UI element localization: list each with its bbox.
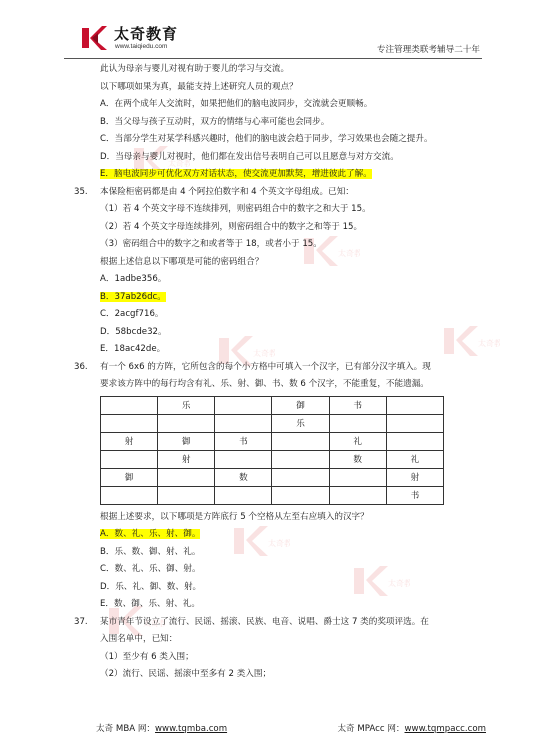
grid-row [101,468,444,486]
q34-option-d: D．当母亲与婴儿对视时，他们都在发出信号表明自己可以且愿意与对方交流。 [100,151,399,162]
grid-cell: 乐 [158,396,215,414]
q35-option-e: E．18ac42de。 [100,344,166,354]
intro-line: 此认为母亲与婴儿对视有助于婴儿的学习与交流。 [100,64,290,74]
grid-cell: 乐 [272,414,329,432]
brand-url: www.taiqiedu.com [115,43,168,50]
q36-prompt: 根据上述要求，以下哪项是方阵底行 5 个空格从左至右应填入的汉字？ [100,511,369,522]
q37-condition-1: （1）至少有 6 类入围； [100,651,194,662]
grid-cell [215,450,272,468]
q35-option-c: C．2acgf716。 [100,309,164,319]
grid-row [101,432,444,450]
grid-cell [158,414,215,432]
grid-row [101,486,444,504]
q37-stem-2: 入围名单中，已知： [100,634,178,644]
q36-option-a-highlighted: A．数、礼、乐、射、御。 [100,529,201,539]
q34-option-a: A．在两个成年人交流时，如果把他们的脑电波同步，交流就会更顺畅。 [100,99,373,109]
q35-stem [74,184,484,202]
grid-cell [101,414,158,432]
grid-cell: 御 [101,468,158,486]
footer-right [337,722,486,734]
grid-cell [101,396,158,414]
grid-cell: 数 [215,468,272,486]
q36-stem-1 [74,359,484,377]
page-header [64,18,482,60]
q36-option-c: C．数、礼、乐、御、射。 [100,564,201,574]
q35-option-d: D．58bcde32。 [100,326,167,337]
grid-cell [386,432,443,450]
svg-text:太奇教育: 太奇教 [253,349,275,358]
q36-stem-text-1: 有一个 6x6 的方阵，它所包含的每个小方格中可填入一个汉字，已有部分汉字填入。现 [100,361,431,372]
grid-cell [215,486,272,504]
footer-right-label: 太奇 MPAcc 网： [337,724,405,734]
grid-cell [158,468,215,486]
mba-site-link[interactable]: www.tqmba.com [155,724,228,734]
grid-cell: 礼 [329,432,386,450]
grid-cell: 书 [386,486,443,504]
mpacc-site-link[interactable]: www.tqmpacc.com [404,724,486,734]
q36-grid-table [100,396,444,505]
grid-cell: 射 [158,450,215,468]
q35-prompt: 根据上述信息以下哪项是可能的密码组合？ [100,256,264,267]
grid-row [101,414,444,432]
q35-number: 35. [74,186,88,197]
grid-cell [158,486,215,504]
q36-stem-2: 要求该方阵中的每行均含有礼、乐、射、御、书、数 6 个汉字，不能重复，不能遗漏。 [100,379,429,389]
grid-cell [272,468,329,486]
q36-option-e: E．数、御、乐、射、礼。 [100,599,200,609]
q37-number: 37. [74,616,88,627]
grid-cell: 射 [386,468,443,486]
grid-cell [329,414,386,432]
grid-cell [329,468,386,486]
taiqi-logo-icon [80,24,108,52]
header-tagline: 专注管理类联考辅导二十年 [376,45,480,55]
grid-cell [215,414,272,432]
header-rule [64,58,482,59]
q37-stem-text-1: 某市青年节设立了流行、民谣、摇滚、民族、电音、说唱、爵士这 7 类的奖项评选。在 [100,616,429,627]
svg-text:太奇教育: 太奇教 [143,619,165,628]
grid-cell: 射 [101,432,158,450]
q36-option-b: B．乐、数、御、射、礼。 [100,546,201,557]
q37-stem-1 [74,614,484,632]
grid-cell [101,450,158,468]
q35-stem-text: 本保险柜密码都是由 4 个阿拉伯数字和 4 个英文字母组成。已知： [100,186,354,197]
grid-cell [215,396,272,414]
grid-row [101,450,444,468]
grid-cell [329,486,386,504]
q35-option-a: A．1adbe356。 [100,274,167,284]
svg-text:太奇教育: 太奇教 [478,339,500,348]
q35-condition-3: （3）密码组合中的数字之和或者等于 18，或者小于 15。 [100,239,322,249]
q34-option-c: C．当部分学生对某学科感兴趣时，他们的脑电波会趋于同步，学习效果也会随之提升。 [100,134,433,144]
q35-condition-2: （2）若 4 个英文字母连续排列，则密码组合中的数字之和等于 15。 [100,221,363,232]
intro-question: 以下哪项如果为真，最能支持上述研究人员的观点？ [100,81,298,92]
grid-cell: 御 [158,432,215,450]
q36-number: 36. [74,361,88,372]
grid-cell [101,486,158,504]
q34-option-b: B．当父母与孩子互动时，双方的情绪与心率可能也会同步。 [100,116,330,127]
grid-row [101,396,444,414]
grid-cell [386,396,443,414]
q36-option-d: D．乐、礼、御、数、射。 [100,581,202,592]
grid-cell [272,450,329,468]
svg-text:太奇教育: 太奇教 [388,579,410,588]
grid-cell [272,432,329,450]
footer-left [96,722,227,734]
q37-condition-2: （2）流行、民谣、摇滚中至多有 2 类入围； [100,669,272,679]
footer-left-label: 太奇 MBA 网： [96,724,156,734]
svg-text:太奇教育: 太奇教 [268,539,290,548]
brand-name: 太奇教育 [114,25,179,43]
grid-cell: 书 [329,396,386,414]
grid-cell [386,414,443,432]
grid-cell: 书 [215,432,272,450]
grid-cell: 数 [329,450,386,468]
grid-cell: 御 [272,396,329,414]
grid-cell: 礼 [386,450,443,468]
grid-cell [272,486,329,504]
q35-condition-1: （1）若 4 个英文字母不连续排列，则密码组合中的数字之和大于 15。 [100,204,371,214]
document-body [74,61,484,684]
q34-option-e-highlighted: E．脑电波同步可优化双方对话状态，使交流更加默契，增进彼此了解。 [100,169,372,179]
q35-option-b-highlighted: B．37ab26dc。 [100,291,166,302]
svg-text:太奇教育: 太奇教 [338,249,360,258]
svg-text:太奇教育: 太奇教 [168,159,190,168]
